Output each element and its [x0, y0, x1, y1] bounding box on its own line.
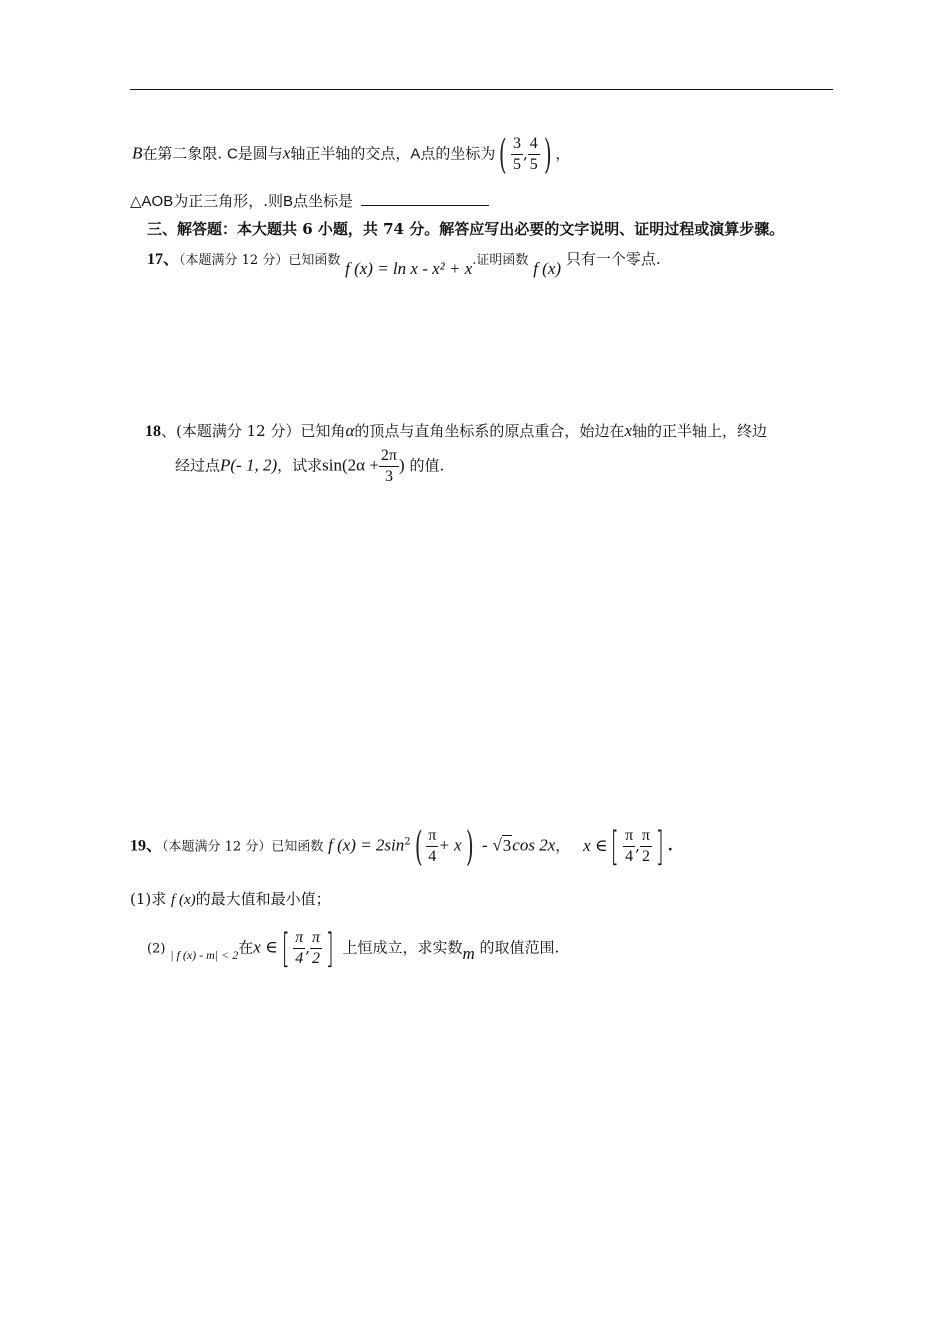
- sin-expr-close: ): [398, 455, 405, 475]
- q19: 19、（本题满分 12 分）已知函数 f $(x) = 2\sin^2$( $\frac{\pi}{4}$ + x) - √3cos 2x， x ∈[ $\frac{\pi}{4}$ , $\frac{\pi}{2}$ ] .: [130, 823, 673, 870]
- plus-x: + x: [438, 835, 462, 855]
- q19-lparen: (: [414, 823, 423, 870]
- right-paren: ): [543, 131, 552, 178]
- x-var: x: [282, 143, 291, 163]
- point-p: P(- 1, 2): [220, 455, 278, 475]
- header-rule: [130, 89, 833, 90]
- q17-text3: 只有一个零点.: [565, 250, 661, 268]
- part2-label: (2): [147, 941, 166, 957]
- q18-line1: [145, 422, 767, 440]
- part2-m: m: [462, 943, 475, 963]
- point-a: A: [410, 145, 421, 163]
- q18-text6: 的值.: [409, 456, 445, 475]
- part2-at: 在: [238, 938, 254, 957]
- point-b-2: B: [283, 193, 294, 210]
- p2-pi-4: $\frac{\pi}{4}$: [295, 929, 304, 967]
- coord-frac-1: $\frac{3}{5}$: [513, 135, 522, 173]
- q16-text3: 轴正半轴的交点，: [290, 144, 411, 163]
- p2-rbracket: ]: [325, 925, 334, 972]
- q19-comma: ，: [555, 836, 571, 855]
- q17-number: 17、: [147, 251, 180, 268]
- dom-pi-2: $\frac{\pi}{2}$: [641, 827, 650, 865]
- q18-number: 18: [145, 423, 161, 440]
- part2-end: 的取值范围.: [479, 938, 560, 957]
- q18-text4: 经过点: [175, 456, 221, 475]
- q18-line2: [175, 446, 444, 487]
- q19-intro: （本题满分 12 分）已知函数: [162, 839, 324, 855]
- part1-label: (1)求: [130, 890, 167, 908]
- sin-expr: sin(2α +: [322, 455, 379, 475]
- two-pi-over-3: $\frac{2\pi}{3}$: [380, 447, 397, 485]
- pi-over-4: $\frac{\pi}{4}$: [428, 827, 437, 865]
- minus-sign: -: [482, 835, 488, 855]
- triangle-aob: △AOB: [130, 193, 174, 210]
- sqrt-sign: √: [492, 835, 502, 855]
- q16-line2-text2: 为正三角形，.则: [173, 192, 283, 210]
- q16-line2: [130, 191, 489, 209]
- q19-number: 19、: [130, 837, 163, 855]
- p2-pi-2: $\frac{\pi}{2}$: [312, 929, 321, 967]
- q17-formula: f (x) = ln x - x² + x: [345, 259, 473, 278]
- q17-text2: .证明函数: [472, 253, 529, 268]
- q18-text2: 的顶点与直角坐标系的原点重合，始边在: [354, 422, 625, 440]
- q17: [147, 250, 661, 278]
- q18-text3: 轴的正半轴上，终边: [631, 422, 767, 440]
- domain-x: x ∈: [583, 835, 608, 855]
- point-b: B: [132, 143, 143, 163]
- q16-text1: 在第二象限.: [142, 144, 223, 163]
- part1-text: 的最大值和最小值；: [195, 890, 331, 908]
- x-var-2: x: [624, 421, 632, 440]
- q16-end: ，: [555, 144, 571, 163]
- dom-pi-4: $\frac{\pi}{4}$: [625, 827, 634, 865]
- domain-rbracket: ]: [655, 823, 664, 870]
- part2-x: x ∈: [253, 937, 278, 957]
- point-c: C: [226, 145, 238, 163]
- q17-fx: f (x): [533, 259, 562, 278]
- domain-lbracket: [: [611, 823, 620, 870]
- q19-part2: (2) $_{| f (x) - m| < 2}$在x ∈[ $\frac{\pi}{4}$ , $\frac{\pi}{2}$ ] 上恒成立，求实数m 的取值范围.: [147, 925, 560, 972]
- q18-intro: 、(本题满分 12 分）已知角: [161, 422, 346, 440]
- q16-line1: B在第二象限. C是圆与x轴正半轴的交点，A点的坐标为( $\frac{3}{5}$ , $\frac{4}{5}$ ) ，: [132, 131, 571, 178]
- alpha-var: α: [345, 421, 355, 440]
- part2-cond: | f (x) - m| < 2: [170, 947, 239, 962]
- coord-frac-2: $\frac{4}{5}$: [529, 135, 538, 173]
- q16-text2: 是圆与: [237, 144, 283, 163]
- part1-fx: f (x): [171, 892, 196, 908]
- q17-intro: （本题满分 12 分）已知函数: [179, 253, 341, 268]
- p2-lbracket: [: [281, 925, 290, 972]
- left-paren: (: [499, 131, 508, 178]
- q19-part1: [130, 892, 331, 908]
- q19-rparen: ): [465, 823, 474, 870]
- part2-text: 上恒成立，求实数: [342, 938, 463, 957]
- answer-blank[interactable]: [361, 191, 489, 206]
- q19-dot: .: [667, 836, 673, 855]
- sqrt-3: 3: [502, 835, 512, 855]
- q16-line2-text3: 点坐标是: [293, 192, 354, 210]
- cos-term: cos 2x: [512, 835, 556, 855]
- q18-text5: ，试求: [277, 456, 323, 475]
- q19-f-pre: f (x) = 2sin: [328, 835, 405, 855]
- section3-title: 三、解答题：本大题共 6 小题，共 74 分。解答应写出必要的文字说明、证明过程或演算步骤。: [147, 220, 785, 238]
- q19-sup2: 2: [404, 836, 411, 848]
- q16-text4: 点的坐标为: [420, 144, 496, 163]
